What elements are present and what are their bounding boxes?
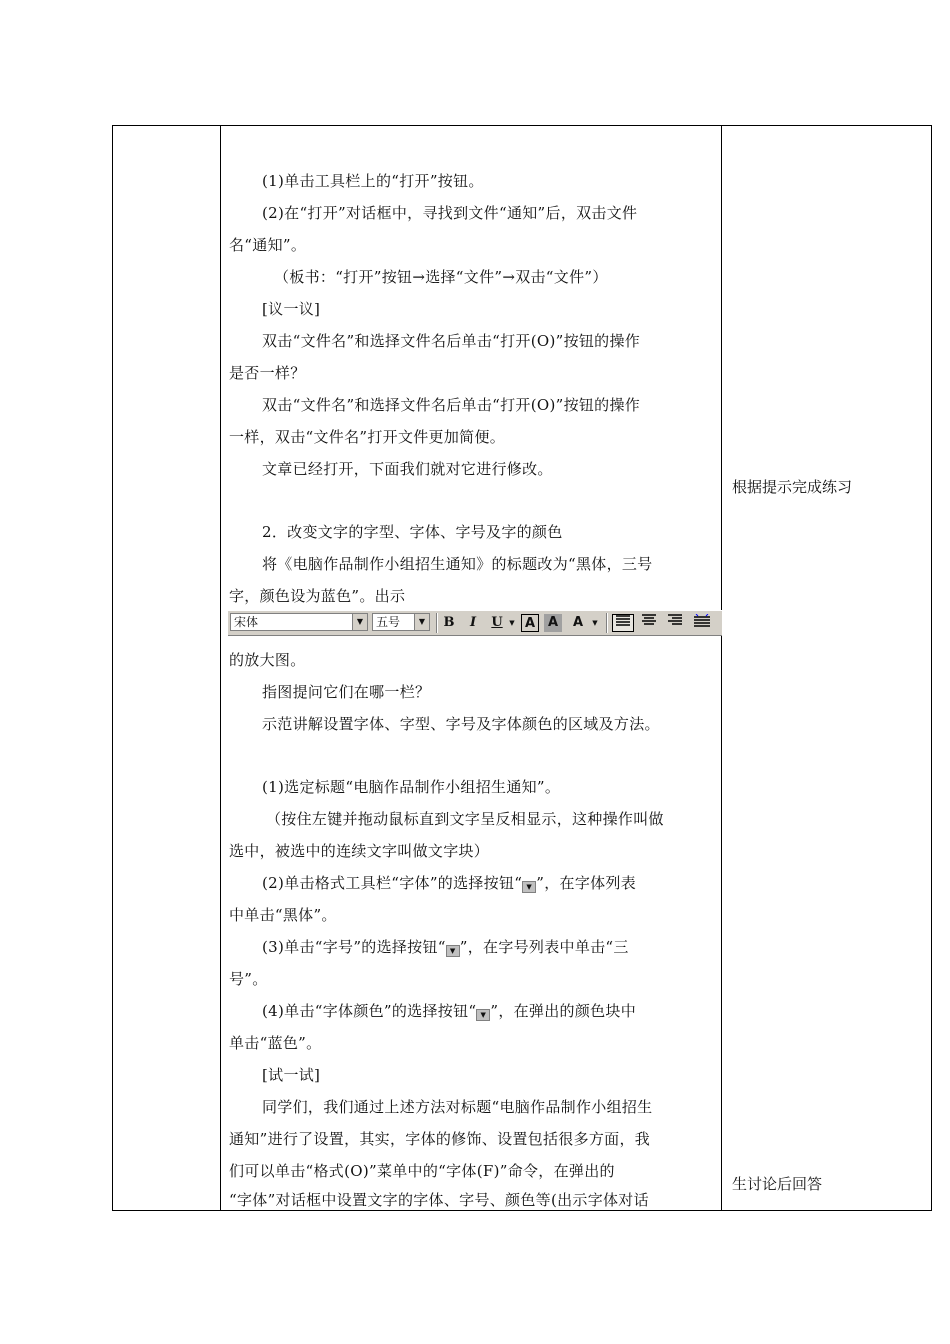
font-name-value: 宋体 [234, 615, 259, 629]
section-heading: [试一试] [262, 1066, 321, 1084]
step-line: (4)单击“字体颜色”的选择按钮“ ▼ ”，在弹出的颜色块中 [262, 1002, 637, 1020]
chevron-down-icon[interactable]: ▼ [592, 619, 598, 627]
question-line: 是否一样？ [229, 364, 306, 382]
step-line: (1)选定标题“电脑作品制作小组招生通知”。 [262, 778, 561, 796]
answer-line: 双击“文件名”和选择文件名后单击“打开(O)”按钮的操作 [262, 396, 641, 414]
board-note: （板书：“打开”按钮→选择“文件”→双击“文件”） [274, 268, 608, 286]
formatting-toolbar [228, 610, 722, 636]
answer-line: 一样，双击“文件名”打开文件更加简便。 [229, 428, 506, 446]
step-line: 名“通知”。 [229, 236, 307, 254]
align-right-button[interactable] [664, 614, 686, 632]
section-heading: [议一议] [262, 300, 321, 318]
step-line: 中单击“黑体”。 [229, 906, 337, 924]
step-line: 号”。 [229, 970, 268, 988]
body-line: “字体”对话框中设置文字的字体、字号、颜色等(出示字体对话 [229, 1191, 649, 1209]
dropdown-arrow-icon: ▼ [522, 881, 536, 893]
align-center-icon [641, 614, 657, 626]
note-line: （按住左键并拖动鼠标直到文字呈反相显示，这种操作叫做 [266, 810, 664, 828]
question-line: 双击“文件名”和选择文件名后单击“打开(O)”按钮的操作 [262, 332, 641, 350]
chevron-down-icon[interactable]: ▼ [414, 614, 429, 630]
body-line: 同学们，我们通过上述方法对标题“电脑作品制作小组招生 [262, 1098, 653, 1116]
column-divider [721, 126, 722, 1210]
distributed-icon [693, 614, 711, 628]
font-size-value: 五号 [376, 615, 401, 629]
transition-line: 文章已经打开，下面我们就对它进行修改。 [262, 460, 553, 478]
sparkle-a-icon: A [572, 615, 584, 630]
char-border-button[interactable]: A [521, 614, 539, 632]
italic-button[interactable]: I [469, 615, 477, 630]
note-line: 选中，被选中的连续文字叫做文字块） [229, 842, 490, 860]
student-activity-note: 生讨论后回答 [732, 1175, 823, 1193]
body-line: 们可以单击“格式(O)”菜单中的“字体(F)”命令，在弹出的 [229, 1162, 615, 1180]
toolbar-separator [436, 613, 438, 633]
step-line: (2)在“打开”对话框中，寻找到文件“通知”后，双击文件 [262, 204, 638, 222]
distributed-button[interactable] [690, 614, 714, 632]
task-line: 字，颜色设为蓝色”。出示 [229, 587, 406, 605]
justify-button[interactable] [612, 614, 634, 632]
chevron-down-icon[interactable]: ▼ [509, 619, 515, 627]
align-center-button[interactable] [638, 614, 660, 632]
caption-line: 的放大图。 [229, 651, 306, 669]
align-right-icon [667, 614, 683, 626]
font-name-combo[interactable] [230, 613, 368, 631]
body-line: 通知”进行了设置，其实，字体的修饰、设置包括很多方面，我 [229, 1130, 651, 1148]
step-line: (3)单击“字号”的选择按钮“ ▼ ”，在字号列表中单击“三 [262, 938, 629, 956]
text-effect-button[interactable] [568, 614, 588, 632]
underline-button[interactable]: U [491, 615, 503, 630]
topic-heading: 2．改变文字的字型、字体、字号及字的颜色 [262, 523, 563, 541]
char-shading-button[interactable]: A [544, 614, 562, 632]
font-size-combo[interactable] [372, 613, 430, 631]
student-activity-note: 根据提示完成练习 [732, 478, 853, 496]
step-line: (1)单击工具栏上的“打开”按钮。 [262, 172, 484, 190]
chevron-down-icon[interactable]: ▼ [352, 614, 367, 630]
step-line: 单击“蓝色”。 [229, 1034, 322, 1052]
task-line: 将《电脑作品制作小组招生通知》的标题改为“黑体，三号 [262, 555, 653, 573]
justify-icon [615, 615, 631, 627]
dropdown-arrow-icon: ▼ [446, 945, 460, 957]
column-divider [220, 126, 221, 1210]
demo-line: 示范讲解设置字体、字型、字号及字体颜色的区域及方法。 [262, 715, 660, 733]
bold-button[interactable]: B [443, 615, 455, 630]
step-line: (2)单击格式工具栏“字体”的选择按钮“ ▼ ”，在字体列表 [262, 874, 637, 892]
toolbar-separator [606, 613, 608, 633]
dropdown-arrow-icon: ▼ [476, 1009, 490, 1021]
question-line: 指图提问它们在哪一栏？ [262, 683, 431, 701]
